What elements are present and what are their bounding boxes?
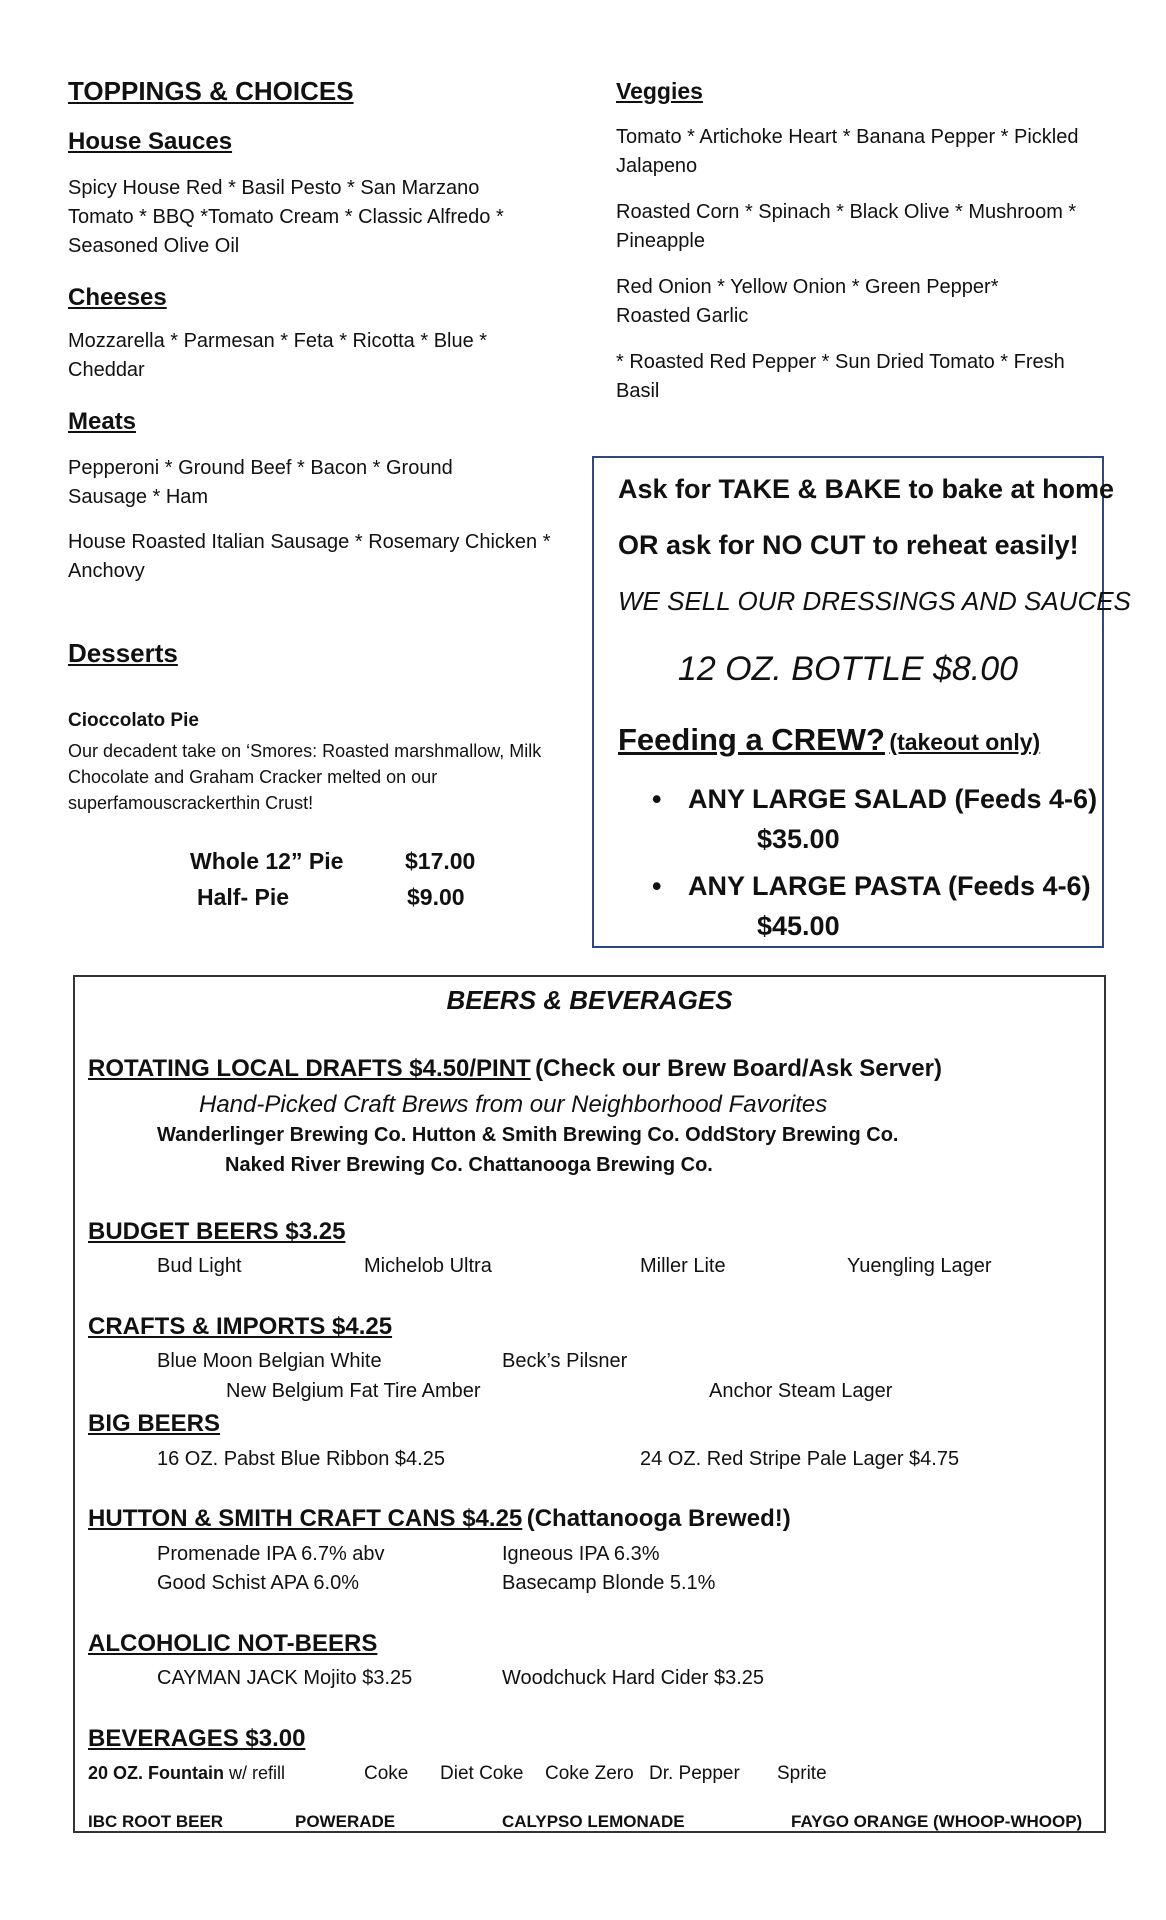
veggies-list-3: Red Onion * Yellow Onion * Green Pepper* Roasted Garlic [616,276,999,327]
drafts-heading: ROTATING LOCAL DRAFTS $4.50/PINT [88,1055,531,1082]
whole-pie-label: Whole 12” Pie [190,848,344,874]
no-cut-text: OR ask for NO CUT to reheat easily! [618,530,1079,560]
large-salad-price: $35.00 [757,824,840,854]
veggies-list-2: Roasted Corn * Spinach * Black Olive * Mushroom * Pineapple [616,201,1077,252]
drafts-note: (Check our Brew Board/Ask Server) [535,1055,942,1082]
dessert-description: Our decadent take on ‘Smores: Roasted marshmallow, Milk Chocolate and Graham Cracker melted on our superfamouscrackerthin Crust! [68,741,542,813]
beverages-heading: BEVERAGES $3.00 [88,1725,306,1752]
cheeses-list: Mozzarella * Parmesan * Feta * Ricotta * Blue * Cheddar [68,330,488,381]
meats-list-2: House Roasted Italian Sausage * Rosemary Chicken * Anchovy [68,531,551,582]
crafts-item: Beck’s Pilsner [502,1350,628,1372]
meats-list-1: Pepperoni * Ground Beef * Bacon * Ground Sausage * Ham [68,457,453,508]
budget-item: Bud Light [157,1255,242,1277]
fountain-refill: w/ refill [229,1763,286,1783]
veggies-list-1: Tomato * Artichoke Heart * Banana Pepper * Pickled Jalapeno [616,126,1079,177]
veggies-heading: Veggies [616,78,703,104]
hutton-smith-note: (Chattanooga Brewed!) [526,1505,791,1532]
house-sauces-list: Spicy House Red * Basil Pesto * San Marzano Tomato * BBQ *Tomato Cream * Classic Alfredo * Seasoned Olive Oil [68,177,504,257]
fountain-item: Sprite [777,1763,827,1784]
hutton-item: Good Schist APA 6.0% [157,1572,359,1594]
desserts-heading: Desserts [68,638,178,668]
hutton-item: Promenade IPA 6.7% abv [157,1543,385,1565]
not-beer-item: Woodchuck Hard Cider $3.25 [502,1667,764,1689]
dessert-name: Cioccolato Pie [68,710,199,731]
budget-item: Michelob Ultra [364,1255,492,1277]
cheeses-heading: Cheeses [68,284,167,311]
crafts-imports-heading: CRAFTS & IMPORTS $4.25 [88,1313,393,1340]
big-beer-item: 24 OZ. Red Stripe Pale Lager $4.75 [640,1448,960,1470]
takeout-note: (takeout only) [889,729,1041,755]
fountain-item: Coke [364,1763,409,1784]
feeding-crew [618,722,1040,758]
large-pasta-offer: ANY LARGE PASTA (Feeds 4-6) [688,871,1091,901]
feeding-crew-heading: Feeding a CREW? [618,722,885,757]
bottled-item: FAYGO ORANGE (WHOOP-WHOOP) [791,1812,1083,1831]
fountain-item: Coke Zero [545,1763,634,1784]
hutton-smith-heading: HUTTON & SMITH CRAFT CANS $4.25 [88,1505,523,1532]
dressings-text: WE SELL OUR DRESSINGS AND SAUCES [618,586,1131,616]
budget-item: Yuengling Lager [847,1255,992,1277]
veggies-list-4: * Roasted Red Pepper * Sun Dried Tomato * Fresh Basil [616,351,1065,402]
crafts-item: New Belgium Fat Tire Amber [226,1380,481,1402]
big-beers-heading: BIG BEERS [88,1410,221,1437]
drafts-row [88,1055,942,1083]
house-sauces-heading: House Sauces [68,128,233,155]
half-pie-label: Half- Pie [197,884,290,910]
breweries-line-1: Wanderlinger Brewing Co. Hutton & Smith Brewing Co. OddStory Brewing Co. [157,1124,899,1146]
hutton-smith-row [88,1505,791,1533]
breweries-line-2: Naked River Brewing Co. Chattanooga Brewing Co. [225,1154,713,1176]
budget-item: Miller Lite [640,1255,726,1277]
fountain-item: Diet Coke [440,1763,524,1784]
crafts-item: Anchor Steam Lager [709,1380,893,1402]
whole-pie-price: $17.00 [405,848,476,874]
bottled-item: POWERADE [295,1812,396,1831]
budget-beers-heading: BUDGET BEERS $3.25 [88,1218,346,1245]
large-pasta-price: $45.00 [757,911,840,941]
salad-bullet: • [652,784,662,814]
take-and-bake-text: Ask for TAKE & BAKE to bake at home [618,474,1115,504]
crafts-item: Blue Moon Belgian White [157,1350,382,1372]
hutton-item: Igneous IPA 6.3% [502,1543,660,1565]
bottled-item: IBC ROOT BEER [88,1812,224,1831]
fountain-label [88,1763,285,1784]
fountain-item: Dr. Pepper [649,1763,740,1784]
hutton-item: Basecamp Blonde 5.1% [502,1572,716,1594]
meats-heading: Meats [68,408,137,435]
drafts-tagline: Hand-Picked Craft Brews from our Neighborhood Favorites [199,1091,828,1118]
half-pie-price: $9.00 [407,884,465,910]
not-beers-heading: ALCOHOLIC NOT-BEERS [88,1630,378,1657]
toppings-title: TOPPINGS & CHOICES [68,76,354,106]
large-salad-offer: ANY LARGE SALAD (Feeds 4-6) [688,784,1098,814]
not-beer-item: CAYMAN JACK Mojito $3.25 [157,1667,413,1689]
bottled-item: CALYPSO LEMONADE [502,1812,685,1831]
fountain-size: 20 OZ. Fountain [88,1763,225,1783]
pasta-bullet: • [652,871,662,901]
big-beer-item: 16 OZ. Pabst Blue Ribbon $4.25 [157,1448,445,1470]
bottle-price: 12 OZ. BOTTLE $8.00 [677,650,1019,688]
beverages-title: BEERS & BEVERAGES [446,985,733,1015]
